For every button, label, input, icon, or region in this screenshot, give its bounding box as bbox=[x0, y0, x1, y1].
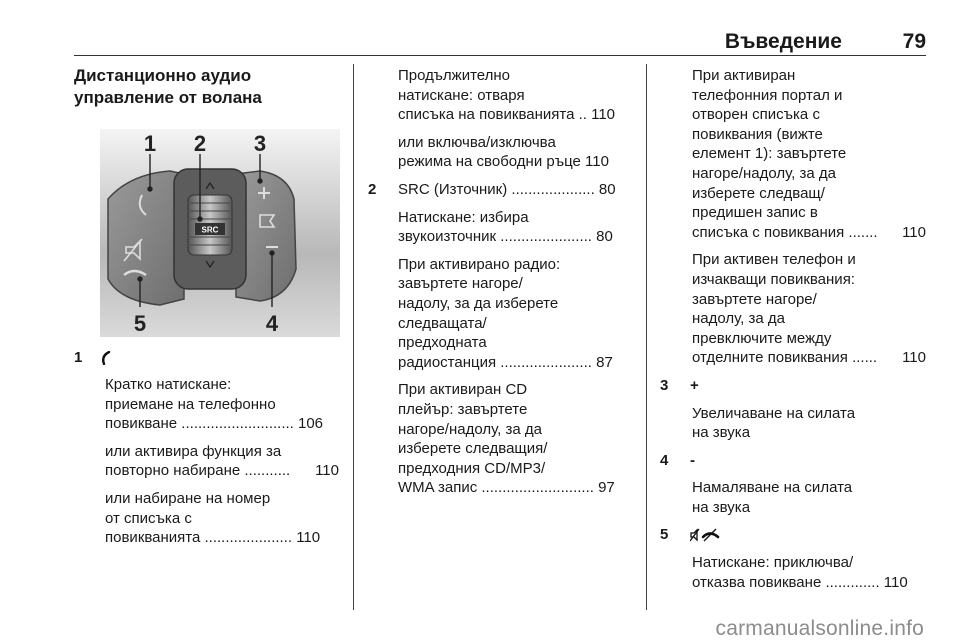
toc-line bbox=[692, 223, 926, 243]
toc-line bbox=[105, 461, 339, 481]
toc-page: 110 bbox=[902, 349, 926, 367]
figure-label-5: 5 bbox=[133, 311, 147, 336]
text-line: повикване ........................... 106 bbox=[105, 415, 324, 433]
paragraph bbox=[398, 208, 634, 247]
page-number: 79 bbox=[902, 30, 926, 53]
figure-label-1: 1 bbox=[143, 131, 157, 156]
text-line: отказва повикване ............. 110 bbox=[692, 573, 908, 591]
text-line: плейър: завъртете bbox=[398, 400, 528, 418]
watermark: carmanualsonline.info bbox=[715, 617, 924, 640]
paragraph bbox=[105, 489, 339, 548]
toc-page: 110 bbox=[902, 223, 926, 241]
text-line: Продължително bbox=[398, 67, 511, 84]
paragraph bbox=[398, 380, 634, 498]
text-line: надолу, за да bbox=[692, 310, 785, 328]
column-1-text bbox=[105, 375, 339, 556]
header-rule bbox=[74, 55, 926, 56]
item-number: 2 bbox=[368, 180, 377, 198]
text-line: приемане на телефонно bbox=[105, 395, 276, 413]
text-line: изчакващи повиквания: bbox=[692, 270, 855, 288]
text-line: повиквания (вижте bbox=[692, 125, 823, 143]
steering-controls-photo bbox=[100, 129, 340, 337]
toc-line bbox=[692, 348, 926, 368]
legend-item-2 bbox=[368, 180, 634, 200]
text-line: от списъка с bbox=[105, 509, 192, 527]
text-line: или включва/изключва bbox=[398, 133, 556, 151]
text-line: елемент 1): завъртете bbox=[692, 145, 847, 163]
text-line: SRC (Източник) .................... 80 bbox=[398, 180, 616, 198]
legend-item-4-header bbox=[660, 451, 926, 471]
paragraph bbox=[398, 255, 634, 373]
paragraph bbox=[692, 478, 926, 517]
text-line: нагоре/надолу, за да bbox=[692, 164, 836, 182]
toc-text: повторно набиране ........... bbox=[105, 462, 291, 480]
text-line: на звука bbox=[692, 424, 751, 442]
legend-item-3-header bbox=[660, 376, 926, 396]
paragraph bbox=[105, 442, 339, 481]
section-title: Дистанционно аудио управление от волана bbox=[74, 66, 262, 107]
paragraph bbox=[692, 250, 926, 368]
column-3-text bbox=[660, 66, 926, 600]
phone-icon bbox=[100, 351, 114, 365]
text-line: превключите между bbox=[692, 329, 832, 347]
column-2-text bbox=[368, 66, 634, 506]
text-line: Натискане: приключва/ bbox=[692, 554, 854, 572]
figure-label-3: 3 bbox=[253, 131, 267, 156]
minus-symbol: - bbox=[690, 451, 695, 469]
paragraph bbox=[398, 66, 634, 125]
text-line: следващата/ bbox=[398, 314, 487, 332]
text-line: нагоре/надолу, за да bbox=[398, 420, 542, 438]
text-line: телефонния портал и bbox=[692, 86, 843, 104]
toc-page: 110 bbox=[315, 462, 339, 480]
text-line: изберете следващия/ bbox=[398, 440, 548, 458]
text-line: При активирано радио: bbox=[398, 255, 561, 273]
text-line: или набиране на номер bbox=[105, 489, 271, 507]
item-number: 4 bbox=[660, 451, 669, 469]
toc-text: отделните повиквания ...... bbox=[692, 349, 878, 367]
paragraph bbox=[692, 553, 926, 592]
paragraph bbox=[398, 133, 634, 172]
item-number: 3 bbox=[660, 376, 669, 394]
column-divider-1 bbox=[353, 64, 354, 610]
text-line: на звука bbox=[692, 498, 751, 516]
text-line: Натискане: избира bbox=[398, 208, 529, 226]
mute-hangup-icon bbox=[690, 528, 720, 542]
text-line: изберете следващ/ bbox=[692, 184, 825, 202]
text-line: списъка на повикванията .. 110 bbox=[398, 106, 616, 124]
src-button-text: SRC bbox=[201, 225, 219, 235]
toc-text: списъка с повиквания ....... bbox=[692, 223, 878, 241]
text-line: При активиран bbox=[692, 67, 796, 84]
text-line: При активен телефон и bbox=[692, 251, 856, 269]
text-line: надолу, за да изберете bbox=[398, 294, 559, 312]
text-line: радиостанция ...................... 87 bbox=[398, 353, 613, 371]
text-line: повикванията ..................... 110 bbox=[105, 529, 321, 547]
text-line: предишен запис в bbox=[692, 204, 818, 222]
text-line: При активиран CD bbox=[398, 381, 528, 399]
column-divider-2 bbox=[646, 64, 647, 610]
text-line: натискане: отваря bbox=[398, 86, 525, 104]
text-line: предходния CD/MP3/ bbox=[398, 459, 546, 477]
paragraph bbox=[105, 375, 339, 434]
item-number: 1 bbox=[74, 349, 83, 366]
text-line: Намаляване на силата bbox=[692, 479, 853, 497]
legend-item-1-header bbox=[74, 348, 339, 368]
paragraph bbox=[692, 404, 926, 443]
text-line: или активира функция за bbox=[105, 442, 282, 460]
text-line: завъртете нагоре/ bbox=[692, 290, 817, 308]
text-line: отворен списъка с bbox=[692, 106, 820, 124]
paragraph bbox=[692, 66, 926, 242]
text-line: предходната bbox=[398, 334, 487, 352]
figure-label-2: 2 bbox=[193, 131, 207, 156]
text-line: Кратко натискане: bbox=[105, 376, 232, 393]
header-title: Въведение bbox=[724, 30, 842, 53]
item-number: 5 bbox=[660, 526, 669, 544]
left-button-pod bbox=[108, 171, 184, 305]
legend-item-5-header bbox=[660, 525, 926, 545]
text-line: WMA запис ........................... 97 bbox=[398, 479, 615, 497]
figure-label-4: 4 bbox=[265, 311, 279, 336]
plus-symbol: + bbox=[690, 376, 699, 394]
text-line: Увеличаване на силата bbox=[692, 404, 856, 422]
text-line: завъртете нагоре/ bbox=[398, 275, 523, 293]
text-line: режима на свободни ръце 110 bbox=[398, 153, 609, 171]
text-line: звукоизточник ...................... 80 bbox=[398, 228, 613, 246]
